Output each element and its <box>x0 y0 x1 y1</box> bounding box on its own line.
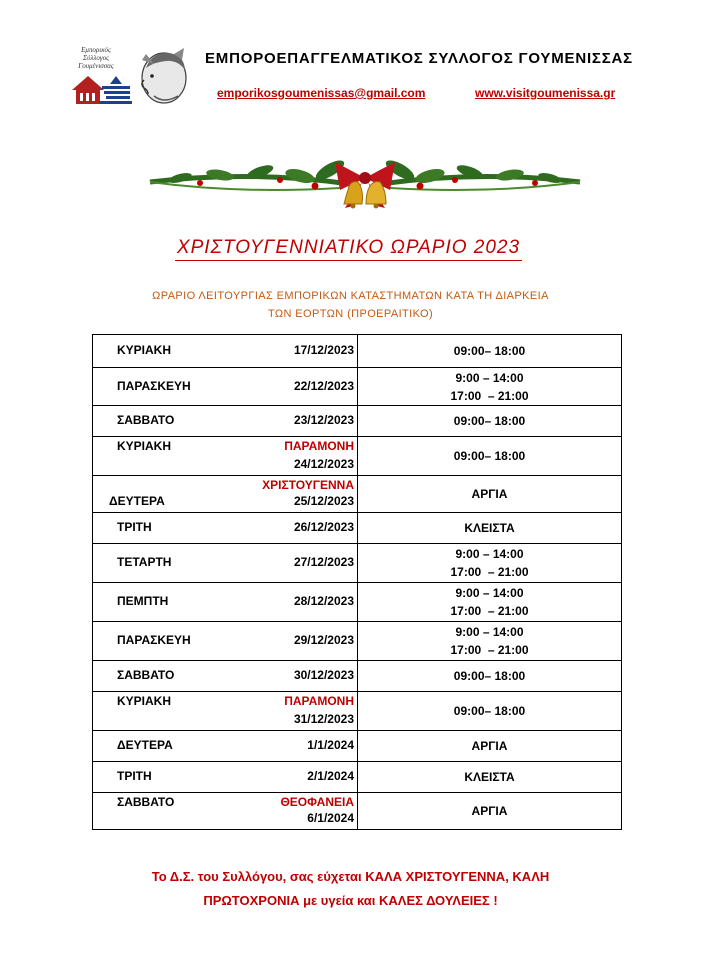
day-name: ΔΕΥΤΕΡΑ <box>117 738 173 752</box>
date-value: 17/12/2023 <box>293 343 354 357</box>
hours-cell <box>358 583 622 622</box>
day-name: ΚΥΡΙΑΚΗ <box>117 439 172 453</box>
hours-value: 09:00– 18:00 <box>453 704 526 718</box>
hours-value: ΑΡΓΙΑ <box>471 487 508 501</box>
date-value: 29/12/2023 <box>293 633 354 647</box>
date-value: 6/1/2024 <box>307 811 354 825</box>
date-cell <box>93 368 358 406</box>
hours-value: 09:00– 18:00 <box>453 669 526 683</box>
table-row <box>93 437 622 476</box>
schedule-table <box>92 334 622 830</box>
hours-value: 17:00 – 21:00 <box>450 604 529 618</box>
table-row <box>93 692 622 731</box>
table-row <box>93 793 622 830</box>
hours-value: 09:00– 18:00 <box>453 449 526 463</box>
hours-cell <box>358 793 622 830</box>
hours-value: ΚΛΕΙΣΤΑ <box>464 521 515 535</box>
hours-value: ΑΡΓΙΑ <box>471 804 508 818</box>
schedule-title <box>0 237 701 261</box>
website-link[interactable]: www.visitgoumenissa.gr <box>475 86 616 100</box>
logo-line-1: Εμπορικός <box>81 46 111 54</box>
holiday-note: ΠΑΡΑΜΟΝΗ <box>284 694 354 708</box>
hours-cell <box>358 476 622 513</box>
day-name: ΤΕΤΑΡΤΗ <box>117 555 172 569</box>
date-cell <box>93 622 358 661</box>
logo-line-3: Γουμένισσας <box>78 62 114 70</box>
date-value: 22/12/2023 <box>293 379 354 393</box>
hours-cell <box>358 335 622 368</box>
date-value: 30/12/2023 <box>293 668 354 682</box>
hours-cell <box>358 437 622 476</box>
table-row <box>93 544 622 583</box>
day-name: ΣΑΒΒΑΤΟ <box>117 668 175 682</box>
table-row <box>93 661 622 692</box>
hours-value: 17:00 – 21:00 <box>450 565 529 579</box>
date-cell <box>93 335 358 368</box>
day-name: ΤΡΙΤΗ <box>117 769 152 783</box>
hours-cell <box>358 406 622 437</box>
date-cell <box>93 513 358 544</box>
day-name: ΚΥΡΙΑΚΗ <box>117 343 172 357</box>
schedule-table-body <box>93 335 622 830</box>
day-name: ΠΑΡΑΣΚΕΥΗ <box>117 633 191 647</box>
hours-value: 17:00 – 21:00 <box>450 388 529 403</box>
date-value: 26/12/2023 <box>293 520 354 534</box>
hours-cell <box>358 661 622 692</box>
subtitle-line-1: ΩΡΑΡΙΟ ΛΕΙΤΟΥΡΓΙΑΣ ΕΜΠΟΡΙΚΩΝ ΚΑΤΑΣΤΗΜΑΤΩΝ ΚΑΤΑ ΤΗ ΔΙΑΡΚΕΙΑ <box>152 290 549 302</box>
date-value: 23/12/2023 <box>293 413 354 427</box>
date-value: 27/12/2023 <box>293 555 354 569</box>
schedule-title-text: ΧΡΙΣΤΟΥΓΕΝΝΙΑΤΙΚΟ ΩΡΑΡΙΟ 2023 <box>175 237 522 261</box>
date-cell <box>93 583 358 622</box>
hours-cell <box>358 622 622 661</box>
holiday-note: ΧΡΙΣΤΟΥΓΕΝΝΑ <box>262 478 354 492</box>
day-name: ΠΑΡΑΣΚΕΥΗ <box>117 379 191 393</box>
day-name: ΚΥΡΙΑΚΗ <box>117 694 172 708</box>
hours-cell <box>358 731 622 762</box>
hours-value: ΚΛΕΙΣΤΑ <box>464 770 515 784</box>
table-row <box>93 406 622 437</box>
hours-value: 09:00– 18:00 <box>453 414 526 428</box>
organization-name: ΕΜΠΟΡΟΕΠΑΓΓΕΛΜΑΤΙΚΟΣ ΣΥΛΛΟΓΟΣ ΓΟΥΜΕΝΙΣΣΑΣ <box>205 50 633 67</box>
holiday-note: ΘΕΟΦΑΝΕΙΑ <box>280 795 354 809</box>
date-value: 25/12/2023 <box>293 494 354 508</box>
table-row <box>93 762 622 793</box>
hours-value: 9:00 – 14:00 <box>455 370 524 385</box>
date-cell <box>93 544 358 583</box>
date-cell <box>93 476 358 513</box>
date-value: 31/12/2023 <box>293 712 354 726</box>
date-value: 28/12/2023 <box>293 594 354 608</box>
hours-value: 9:00 – 14:00 <box>455 625 524 639</box>
footer-line-1: Το Δ.Σ. του Συλλόγου, σας εύχεται ΚΑΛΑ ΧΡΙΣΤΟΥΓΕΝΝΑ, ΚΑΛΗ <box>151 869 550 884</box>
day-name: ΣΑΒΒΑΤΟ <box>117 795 175 809</box>
date-value: 1/1/2024 <box>307 738 354 752</box>
date-value: 2/1/2024 <box>307 769 354 783</box>
schedule-subtitle <box>0 287 701 323</box>
hours-cell <box>358 762 622 793</box>
table-row <box>93 583 622 622</box>
date-value: 24/12/2023 <box>293 457 354 471</box>
hours-value: 9:00 – 14:00 <box>455 547 524 561</box>
logo-line-2: Σύλλογος <box>82 54 110 62</box>
day-name: ΤΡΙΤΗ <box>117 520 152 534</box>
hours-value: ΑΡΓΙΑ <box>471 739 508 753</box>
date-cell <box>93 437 358 476</box>
footer-greeting <box>0 865 701 913</box>
email-link[interactable]: emporikosgoumenissas@gmail.com <box>217 86 426 100</box>
day-name: ΠΕΜΠΤΗ <box>117 594 169 608</box>
day-name: ΣΑΒΒΑΤΟ <box>117 413 175 427</box>
date-cell <box>93 661 358 692</box>
table-row <box>93 731 622 762</box>
subtitle-line-2: ΤΩΝ ΕΟΡΤΩΝ (ΠΡΟΕΡΑΙΤΙΚΟ) <box>267 308 434 320</box>
date-cell <box>93 793 358 830</box>
date-cell <box>93 762 358 793</box>
holly-garland-icon <box>140 150 590 225</box>
hours-value: 9:00 – 14:00 <box>455 586 524 600</box>
date-cell <box>93 692 358 731</box>
date-cell <box>93 406 358 437</box>
footer-line-2: ΠΡΩΤΟΧΡΟΝΙΑ με υγεία και ΚΑΛΕΣ ΔΟΥΛΕΙΕΣ ! <box>203 893 498 908</box>
date-cell <box>93 731 358 762</box>
table-row <box>93 476 622 513</box>
table-row <box>93 622 622 661</box>
holiday-note: ΠΑΡΑΜΟΝΗ <box>284 439 354 453</box>
hours-cell <box>358 368 622 406</box>
table-row <box>93 335 622 368</box>
hermes-logo-icon <box>66 46 190 108</box>
hours-cell <box>358 692 622 731</box>
hours-cell <box>358 544 622 583</box>
day-name: ΔΕΥΤΕΡΑ <box>109 494 165 508</box>
association-logo <box>66 46 190 108</box>
hours-cell <box>358 513 622 544</box>
hours-value: 17:00 – 21:00 <box>450 643 529 657</box>
hours-value: 09:00– 18:00 <box>453 344 526 358</box>
table-row <box>93 368 622 406</box>
table-row <box>93 513 622 544</box>
